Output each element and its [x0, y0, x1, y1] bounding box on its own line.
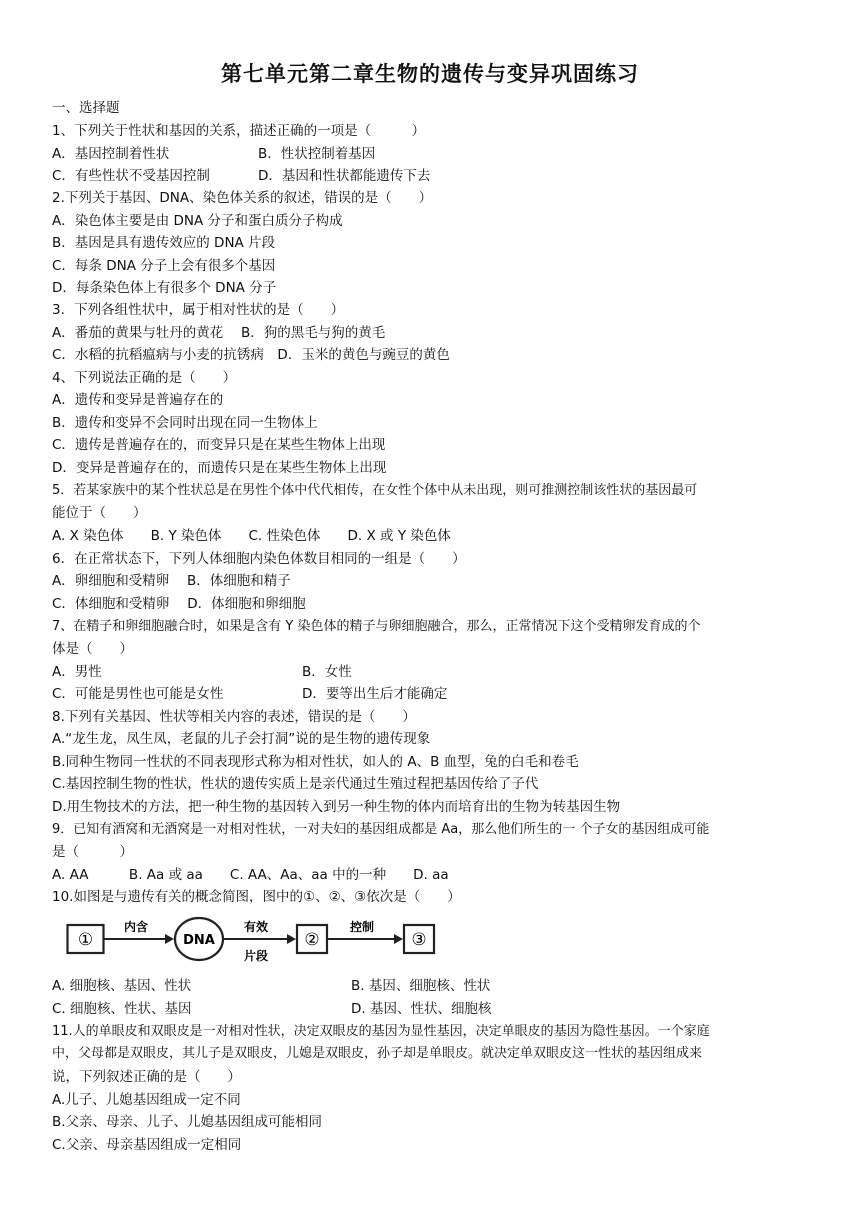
question-1-option-c: C．有些性状不受基因控制	[52, 168, 210, 184]
question-1-option-a: A．基因控制着性状	[52, 146, 170, 162]
question-11-stem-line-3: 说，下列叙述正确的是（ ）	[52, 1069, 241, 1085]
page-title: 第七单元第二章生物的遗传与变异巩固练习	[221, 62, 639, 86]
question-8-option-a: A.“龙生龙，凤生凤，老鼠的儿子会打洞”说的是生物的遗传现象	[52, 731, 431, 747]
question-5-stem-line-2: 能位于（ ）	[52, 505, 147, 521]
question-4-option-a: A．遗传和变异是普遍存在的	[52, 392, 224, 408]
question-10-option-a: A. 细胞核、基因、性状	[52, 978, 192, 994]
diagram-arrow-1-head	[165, 934, 174, 944]
question-10-option-b: B. 基因、细胞核、性状	[351, 978, 491, 994]
question-4-option-c: C．遗传是普遍存在的，而变异只是在某些生物体上出现	[52, 437, 386, 453]
question-7-stem-line-2: 体是（ ）	[52, 641, 133, 657]
question-7-option-d: D．要等出生后才能确定	[302, 686, 448, 702]
diagram-arrow-2-head	[287, 934, 296, 944]
question-3-options-ab: A．番茄的黄果与牡丹的黄花 B．狗的黑毛与狗的黄毛	[52, 325, 386, 341]
question-7-option-a: A．男性	[52, 664, 102, 680]
question-2-stem: 2.下列关于基因、DNA、染色体关系的叙述，错误的是（ ）	[52, 190, 433, 206]
question-5-stem-line-1: 5．若某家族中的某个性状总是在男性个体中代代相传，在女性个体中从未出现，则可推测控制该性状的基因最可	[52, 483, 698, 498]
question-1-option-d: D．基因和性状都能遗传下去	[258, 168, 431, 184]
question-2-option-a: A．染色体主要是由 DNA 分子和蛋白质分子构成	[52, 213, 343, 229]
diagram-arrow-2-label-top: 有效	[243, 920, 269, 934]
diagram-arrow-1-label: 内含	[123, 920, 149, 934]
question-11-stem-line-2: 中，父母都是双眼皮，其儿子是双眼皮，儿媳是双眼皮，孙子却是单眼皮。就决定单双眼皮这一性状的基因组成来	[52, 1046, 703, 1061]
question-4-stem: 4、下列说法正确的是（ ）	[52, 370, 237, 386]
question-9-options: A. AA B. Aa 或 aa C. AA、Aa、aa 中的一种 D. aa	[52, 867, 449, 883]
question-6-options-cd: C．体细胞和受精卵 D．体细胞和卵细胞	[52, 596, 306, 612]
question-11-stem-line-1: 11.人的单眼皮和双眼皮是一对相对性状，决定双眼皮的基因为显性基因，决定单眼皮的基因为隐性基因。一个家庭	[52, 1024, 710, 1039]
diagram-box-1-label: ①	[77, 930, 94, 950]
diagram-box-3-label: ③	[411, 930, 427, 950]
question-4-option-b: B．遗传和变异不会同时出现在同一生物体上	[52, 415, 318, 431]
question-9-stem-line-2: 是（ ）	[52, 844, 133, 860]
question-8-option-c: C.基因控制生物的性状，性状的遗传实质上是亲代通过生殖过程把基因传给了子代	[52, 776, 539, 792]
question-2-option-b: B．基因是具有遗传效应的 DNA 片段	[52, 235, 276, 251]
question-11-option-c: C.父亲、母亲基因组成一定相同	[52, 1137, 242, 1153]
question-11-option-b: B.父亲、母亲、儿子、儿媳基因组成可能相同	[52, 1114, 323, 1130]
question-7-stem-line-1: 7、在精子和卵细胞融合时，如果是含有 Y 染色体的精子与卵细胞融合，那么，正常情况下这个受精卵发育成的个	[52, 619, 701, 634]
question-8-option-d: D.用生物技术的方法，把一种生物的基因转入到另一种生物的体内而培育出的生物为转基因生物	[52, 799, 621, 815]
question-9-stem-line-1: 9．已知有酒窝和无酒窝是一对相对性状，一对夫妇的基因组成都是 Aa，那么他们所生的一 个子女的基因组成可能	[52, 822, 710, 837]
question-7-option-b: B．女性	[302, 664, 352, 680]
diagram-dna-label: DNA	[183, 933, 215, 948]
diagram-arrow-2-label-bottom: 片段	[243, 949, 269, 963]
question-1-stem: 1、下列关于性状和基因的关系，描述正确的一项是（ ）	[52, 123, 426, 139]
diagram-arrow-3-label: 控制	[349, 920, 375, 934]
question-8-stem: 8.下列有关基因、性状等相关内容的表述，错误的是（ ）	[52, 709, 416, 725]
question-1-option-b: B．性状控制着基因	[258, 146, 376, 162]
question-2-option-c: C．每条 DNA 分子上会有很多个基因	[52, 258, 276, 274]
question-7-option-c: C．可能是男性也可能是女性	[52, 686, 224, 702]
question-10-option-d: D. 基因、性状、细胞核	[351, 1001, 492, 1017]
question-10-option-c: C. 细胞核、性状、基因	[52, 1001, 192, 1017]
question-3-options-cd: C．水稻的抗稻瘟病与小麦的抗锈病 D．玉米的黄色与豌豆的黄色	[52, 347, 450, 363]
question-10-stem: 10.如图是与遗传有关的概念简图，图中的①、②、③依次是（ ）	[52, 889, 461, 905]
diagram-box-2-label: ②	[304, 930, 320, 950]
diagram-arrow-3-head	[394, 934, 403, 944]
question-5-options: A. X 染色体 B. Y 染色体 C. 性染色体 D. X 或 Y 染色体	[52, 528, 451, 544]
question-6-stem: 6．在正常状态下，下列人体细胞内染色体数目相同的一组是（ ）	[52, 551, 466, 567]
question-11-option-a: A.儿子、儿媳基因组成一定不同	[52, 1092, 241, 1108]
section-heading: 一、选择题	[52, 100, 120, 116]
question-6-options-ab: A．卵细胞和受精卵 B．体细胞和精子	[52, 573, 291, 589]
question-8-option-b: B.同种生物同一性状的不同表现形式称为相对性状，如人的 A、B 血型，兔的白毛和卷毛	[52, 754, 579, 770]
question-4-option-d: D．变异是普遍存在的，而遗传只是在某些生物体上出现	[52, 460, 387, 476]
concept-diagram	[66, 916, 446, 972]
question-2-option-d: D．每条染色体上有很多个 DNA 分子	[52, 280, 277, 296]
question-3-stem: 3．下列各组性状中，属于相对性状的是（ ）	[52, 302, 345, 318]
